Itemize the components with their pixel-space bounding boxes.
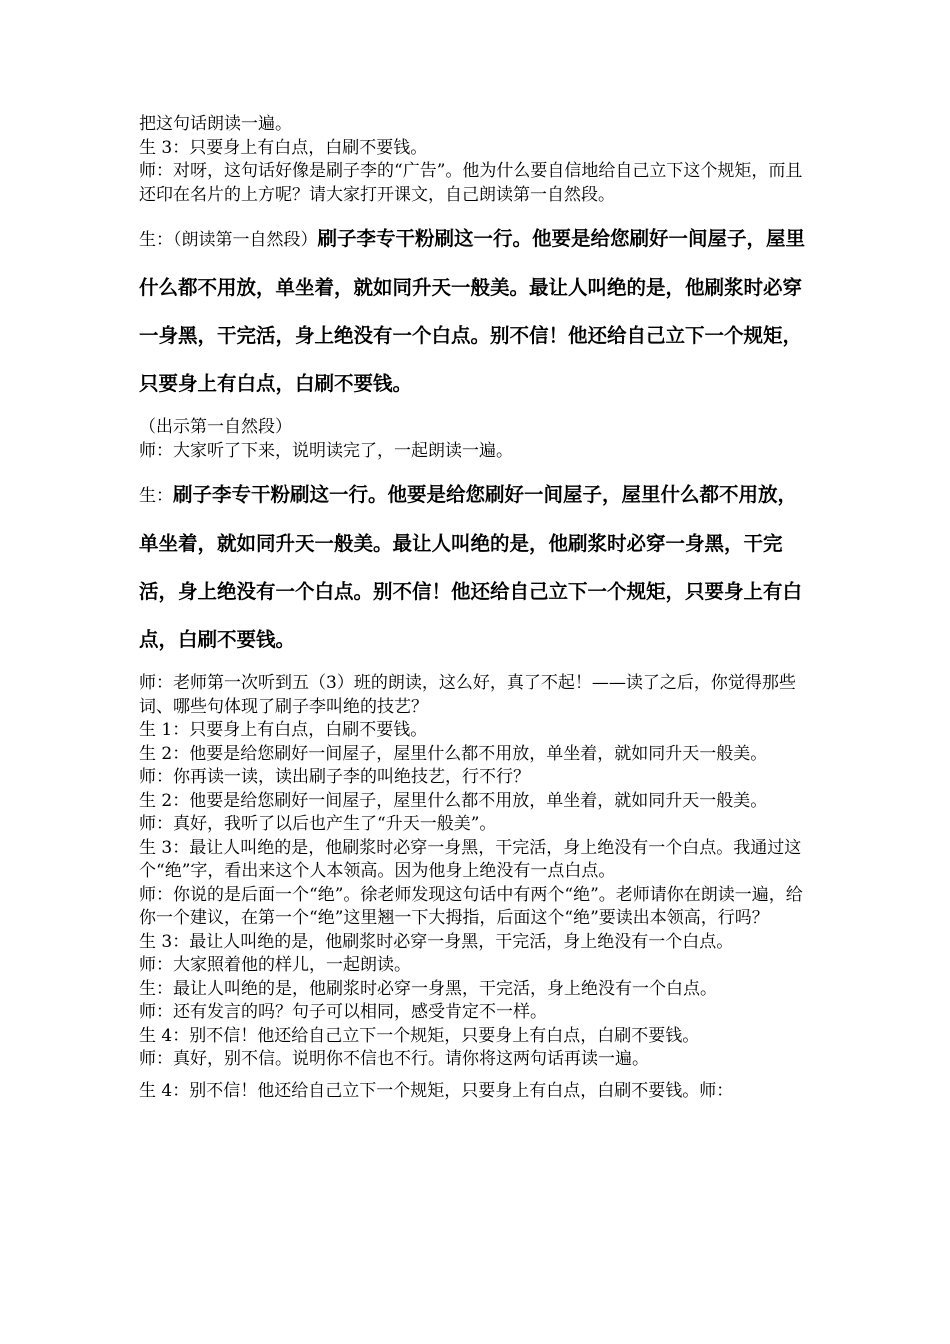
spacer bbox=[139, 463, 815, 471]
paragraph: 把这句话朗读一遍。 bbox=[139, 114, 292, 134]
reading-passage-text: 刷子李专干粉刷这一行。他要是给您刷好一间屋子，屋里什么都不用放，单坐着，就如同升天一般美。最让人叫绝的是，他刷浆时必穿一身黑，干完活，身上绝没有一个白点。别不信！他还给自己立下一个规矩，只要身上有白点，白刷不要钱。 bbox=[139, 483, 803, 651]
dialogue-line: 生：最让人叫绝的是，他刷浆时必穿一身黑，干完活，身上绝没有一个白点。 bbox=[139, 978, 717, 999]
document-body bbox=[139, 113, 815, 1103]
paragraph: 师：大家听了下来，说明读完了，一起朗读一遍。 bbox=[139, 440, 513, 461]
spacer bbox=[139, 664, 815, 672]
dialogue-line: 生 4：别不信！他还给自己立下一个规矩，只要身上有白点，白刷不要钱。 bbox=[139, 1025, 700, 1046]
spacer bbox=[139, 207, 815, 215]
spacer bbox=[139, 408, 815, 416]
dialogue-line: 师：真好，别不信。说明你不信也不行。请你将这两句话再读一遍。 bbox=[139, 1049, 649, 1069]
dialogue-line: 生 3：最让人叫绝的是，他刷浆时必穿一身黑，干完活，身上绝没有一个白点。 bbox=[139, 931, 734, 952]
dialogue-line: 师：老师第一次听到五（3）班的朗读，这么好，真了不起！——读了之后，你觉得那些词、哪些句体现了刷子李叫绝的技艺？ bbox=[139, 673, 796, 717]
dialogue-line: 生 2：他要是给您刷好一间屋子，屋里什么都不用放，单坐着，就如同升天一般美。 bbox=[139, 743, 768, 764]
dialogue-line: 师：真好，我听了以后也产生了“升天一般美”。 bbox=[139, 814, 497, 834]
dialogue-line: 师：你说的是后面一个“绝”。徐老师发现这句话中有两个“绝”。老师请你在朗读一遍，给你一个建议，在第一个“绝”这里翘一下大拇指，后面这个“绝”要读出本领高，行吗？ bbox=[139, 884, 803, 928]
paragraph: 生 3：只要身上有白点，白刷不要钱。 bbox=[139, 137, 428, 158]
reading-passage-2 bbox=[139, 471, 815, 664]
paragraph: （出示第一自然段） bbox=[139, 417, 292, 437]
reading-passage-lead: 生：（朗读第一自然段） bbox=[139, 230, 318, 250]
paragraph: 师：对呀，这句话好像是刷子李的“广告”。他为什么要自信地给自己立下这个规矩，而且还印在名片的上方呢？请大家打开课文，自己朗读第一自然段。 bbox=[139, 161, 803, 205]
dialogue-line: 师：你再读一读，读出刷子李的叫绝技艺，行不行？ bbox=[139, 767, 530, 787]
dialogue-line: 生 1：只要身上有白点，白刷不要钱。 bbox=[139, 720, 428, 740]
final-paragraph: 生 4：别不信！他还给自己立下一个规矩，只要身上有白点，白刷不要钱。师： bbox=[139, 1080, 734, 1101]
spacer bbox=[139, 1072, 815, 1080]
reading-passage-1 bbox=[139, 215, 815, 408]
dialogue-line: 师：大家照着他的样儿，一起朗读。 bbox=[139, 955, 411, 975]
dialogue-line: 师：还有发言的吗？句子可以相同，感受肯定不一样。 bbox=[139, 1002, 547, 1022]
reading-passage-lead: 生： bbox=[139, 486, 173, 506]
reading-passage-text: 刷子李专干粉刷这一行。他要是给您刷好一间屋子，屋里什么都不用放，单坐着，就如同升天一般美。最让人叫绝的是，他刷浆时必穿一身黑，干完活，身上绝没有一个白点。别不信！他还给自己立下一个规矩，只要身上有白点，白刷不要钱。 bbox=[139, 227, 806, 395]
dialogue-line: 生 3：最让人叫绝的是，他刷浆时必穿一身黑，干完活，身上绝没有一个白点。我通过这个“绝”字，看出来这个人本领高。因为他身上绝没有一点白点。 bbox=[139, 837, 802, 881]
dialogue-line: 生 2：他要是给您刷好一间屋子，屋里什么都不用放，单坐着，就如同升天一般美。 bbox=[139, 790, 768, 811]
